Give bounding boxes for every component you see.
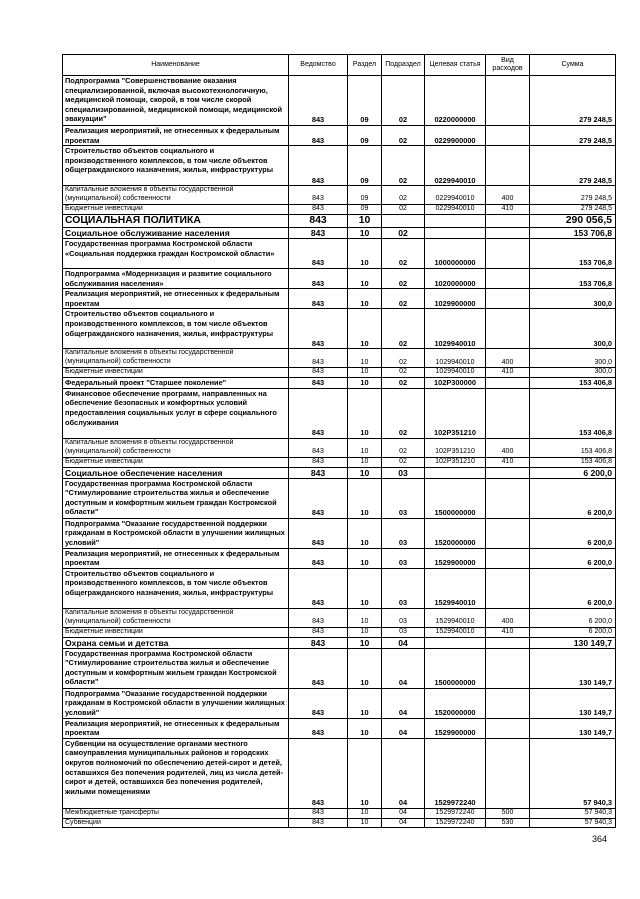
row-exp (486, 518, 530, 548)
table-row (63, 518, 616, 548)
row-section: 10 (348, 568, 382, 608)
row-dept: 843 (289, 227, 348, 238)
row-section: 10 (348, 648, 382, 688)
row-subsection: 03 (382, 548, 425, 568)
row-sum: 57 940,3 (530, 738, 616, 808)
row-sum: 6 200,0 (530, 627, 616, 637)
row-exp: 400 (486, 186, 530, 205)
row-name: Строительство объектов социального и производственного комплексов, в том числе объектов общегражданского назначения, жилья, инфраструктуры (63, 146, 289, 186)
row-name: Капитальные вложения в объекты государственной (муниципальной) собственности (63, 608, 289, 627)
row-target: 1020000000 (425, 268, 486, 288)
row-section: 10 (348, 808, 382, 818)
row-section: 10 (348, 378, 382, 389)
table-row (63, 214, 616, 227)
row-target: 1529900000 (425, 548, 486, 568)
row-sum: 279 248,5 (530, 205, 616, 215)
row-subsection (382, 214, 425, 227)
row-target: 0229940010 (425, 205, 486, 215)
row-section: 10 (348, 478, 382, 518)
row-section: 10 (348, 738, 382, 808)
row-dept: 843 (289, 548, 348, 568)
row-dept: 843 (289, 76, 348, 126)
row-sum: 300,0 (530, 349, 616, 368)
table-body (63, 76, 616, 828)
row-sum: 279 248,5 (530, 146, 616, 186)
budget-table (62, 54, 616, 828)
row-section: 10 (348, 227, 382, 238)
row-exp (486, 718, 530, 738)
row-target: 1529940010 (425, 627, 486, 637)
row-sum: 57 940,3 (530, 808, 616, 818)
row-subsection: 02 (382, 126, 425, 146)
row-name: Строительство объектов социального и производственного комплексов, в том числе объектов общегражданского назначения, жилья, инфраструктуры (63, 309, 289, 349)
row-subsection: 02 (382, 76, 425, 126)
row-section: 10 (348, 268, 382, 288)
row-name: Реализация мероприятий, не отнесенных к федеральным проектам (63, 718, 289, 738)
row-target: 102P351210 (425, 438, 486, 457)
row-sum: 130 149,7 (530, 637, 616, 648)
row-subsection: 02 (382, 378, 425, 389)
row-subsection: 04 (382, 688, 425, 718)
row-subsection: 02 (382, 238, 425, 268)
row-name: Охрана семьи и детства (63, 637, 289, 648)
row-dept: 843 (289, 349, 348, 368)
page-number: 364 (592, 834, 608, 844)
row-target: 1529972240 (425, 818, 486, 828)
row-sum: 279 248,5 (530, 186, 616, 205)
row-sum: 300,0 (530, 289, 616, 309)
row-target: 1029940010 (425, 368, 486, 378)
row-target: 0229940010 (425, 186, 486, 205)
row-target: 1529972240 (425, 738, 486, 808)
row-section: 10 (348, 637, 382, 648)
row-exp: 400 (486, 438, 530, 457)
row-section: 10 (348, 238, 382, 268)
row-target: 1529940010 (425, 568, 486, 608)
header-section: Раздел (348, 55, 382, 76)
row-exp (486, 637, 530, 648)
row-name: Капитальные вложения в объекты государственной (муниципальной) собственности (63, 349, 289, 368)
row-dept: 843 (289, 467, 348, 478)
table-row (63, 388, 616, 438)
row-subsection: 03 (382, 608, 425, 627)
header-sum: Сумма (530, 55, 616, 76)
table-row (63, 627, 616, 637)
table-row (63, 637, 616, 648)
row-dept: 843 (289, 688, 348, 718)
row-sum: 153 406,8 (530, 378, 616, 389)
table-row (63, 268, 616, 288)
row-sum: 153 406,8 (530, 457, 616, 467)
row-dept: 843 (289, 268, 348, 288)
row-target: 102P300000 (425, 378, 486, 389)
row-section: 10 (348, 467, 382, 478)
row-target: 1529972240 (425, 808, 486, 818)
table-row (63, 738, 616, 808)
row-dept: 843 (289, 808, 348, 818)
row-exp (486, 648, 530, 688)
row-dept: 843 (289, 214, 348, 227)
row-target: 1029940010 (425, 349, 486, 368)
row-exp (486, 214, 530, 227)
table-row (63, 438, 616, 457)
row-subsection: 02 (382, 146, 425, 186)
row-subsection: 02 (382, 368, 425, 378)
row-section: 10 (348, 518, 382, 548)
header-dept: Ведомство (289, 55, 348, 76)
row-name: Межбюджетные трансферты (63, 808, 289, 818)
row-target: 0229900000 (425, 126, 486, 146)
row-sum: 153 706,8 (530, 238, 616, 268)
row-exp (486, 309, 530, 349)
row-name: Реализация мероприятий, не отнесенных к федеральным проектам (63, 548, 289, 568)
row-subsection: 04 (382, 738, 425, 808)
row-target: 1520000000 (425, 688, 486, 718)
header-target: Целевая статья (425, 55, 486, 76)
table-row (63, 368, 616, 378)
row-dept: 843 (289, 478, 348, 518)
row-name: Бюджетные инвестиции (63, 457, 289, 467)
row-name: Федеральный проект "Старшее поколение" (63, 378, 289, 389)
table-row (63, 76, 616, 126)
row-dept: 843 (289, 368, 348, 378)
row-subsection: 02 (382, 349, 425, 368)
row-name: СОЦИАЛЬНАЯ ПОЛИТИКА (63, 214, 289, 227)
row-target: 0229940010 (425, 146, 486, 186)
row-subsection: 02 (382, 268, 425, 288)
row-dept: 843 (289, 518, 348, 548)
row-target (425, 214, 486, 227)
row-target: 1529900000 (425, 718, 486, 738)
table-row (63, 238, 616, 268)
row-subsection: 02 (382, 289, 425, 309)
row-exp (486, 227, 530, 238)
row-exp (486, 289, 530, 309)
row-subsection: 04 (382, 718, 425, 738)
row-exp: 410 (486, 368, 530, 378)
row-dept: 843 (289, 238, 348, 268)
row-sum: 290 056,5 (530, 214, 616, 227)
row-dept: 843 (289, 457, 348, 467)
row-exp (486, 76, 530, 126)
row-dept: 843 (289, 718, 348, 738)
row-sum: 6 200,0 (530, 548, 616, 568)
row-name: Капитальные вложения в объекты государственной (муниципальной) собственности (63, 186, 289, 205)
row-name: Строительство объектов социального и производственного комплексов, в том числе объектов общегражданского назначения, жилья, инфраструктуры (63, 568, 289, 608)
row-section: 10 (348, 214, 382, 227)
row-sum: 153 706,8 (530, 227, 616, 238)
row-section: 10 (348, 688, 382, 718)
row-section: 10 (348, 818, 382, 828)
row-sum: 6 200,0 (530, 467, 616, 478)
row-section: 10 (348, 548, 382, 568)
row-subsection: 02 (382, 186, 425, 205)
row-dept: 843 (289, 438, 348, 457)
table-row (63, 227, 616, 238)
row-section: 10 (348, 718, 382, 738)
row-section: 09 (348, 186, 382, 205)
row-dept: 843 (289, 186, 348, 205)
row-exp (486, 738, 530, 808)
table-row (63, 126, 616, 146)
row-target: 1500000000 (425, 478, 486, 518)
row-exp (486, 238, 530, 268)
row-section: 10 (348, 368, 382, 378)
row-sum: 6 200,0 (530, 478, 616, 518)
row-target (425, 637, 486, 648)
row-target: 1029940010 (425, 309, 486, 349)
table-row (63, 718, 616, 738)
row-dept: 843 (289, 568, 348, 608)
row-subsection: 03 (382, 568, 425, 608)
row-exp: 400 (486, 349, 530, 368)
table-row (63, 608, 616, 627)
row-target: 0220000000 (425, 76, 486, 126)
row-section: 10 (348, 349, 382, 368)
row-name: Капитальные вложения в объекты государственной (муниципальной) собственности (63, 438, 289, 457)
row-sum: 57 940,3 (530, 818, 616, 828)
table-row (63, 146, 616, 186)
table-row (63, 378, 616, 389)
row-exp (486, 478, 530, 518)
row-target: 1029900000 (425, 289, 486, 309)
row-name: Государственная программа Костромской области «Социальная поддержка граждан Костромской области» (63, 238, 289, 268)
header-exp: Вид расходов (486, 55, 530, 76)
row-target: 102P351210 (425, 457, 486, 467)
row-section: 10 (348, 608, 382, 627)
row-subsection: 02 (382, 205, 425, 215)
row-dept: 843 (289, 388, 348, 438)
row-sum: 6 200,0 (530, 608, 616, 627)
row-name: Подпрограмма «Модернизация и развитие социального обслуживания населения» (63, 268, 289, 288)
row-dept: 843 (289, 818, 348, 828)
row-name: Социальное обслуживание населения (63, 227, 289, 238)
row-sum: 130 149,7 (530, 688, 616, 718)
row-name: Бюджетные инвестиции (63, 368, 289, 378)
row-exp (486, 378, 530, 389)
row-sum: 153 406,8 (530, 438, 616, 457)
row-exp: 410 (486, 627, 530, 637)
row-target: 1000000000 (425, 238, 486, 268)
row-dept: 843 (289, 378, 348, 389)
row-exp: 530 (486, 818, 530, 828)
row-section: 09 (348, 205, 382, 215)
table-row (63, 568, 616, 608)
header-name: Наименование (63, 55, 289, 76)
row-name: Субвенции на осуществление органами местного самоуправления муниципальных районов и городских округов полномочий по обеспечению детей-сирот и детей, оставшихся без попечения родителей, лиц из числа детей-сирот и детей, оставшихся без попечения родителей, жилыми помещениями (63, 738, 289, 808)
table-row (63, 688, 616, 718)
row-target: 1500000000 (425, 648, 486, 688)
row-section: 10 (348, 289, 382, 309)
header-row (63, 55, 616, 76)
table-row (63, 349, 616, 368)
row-dept: 843 (289, 608, 348, 627)
row-name: Государственная программа Костромской области "Стимулирование строительства жилья и обеспечение доступным и комфортным жильем граждан Костромской области" (63, 478, 289, 518)
row-name: Государственная программа Костромской области "Стимулирование строительства жилья и обеспечение доступным и комфортным жильем граждан Костромской области" (63, 648, 289, 688)
row-sum: 6 200,0 (530, 518, 616, 548)
row-dept: 843 (289, 146, 348, 186)
row-subsection: 02 (382, 309, 425, 349)
table-row (63, 478, 616, 518)
row-exp (486, 467, 530, 478)
row-sum: 130 149,7 (530, 718, 616, 738)
row-name: Субвенции (63, 818, 289, 828)
row-sum: 279 248,5 (530, 126, 616, 146)
row-subsection: 02 (382, 438, 425, 457)
row-subsection: 04 (382, 808, 425, 818)
row-dept: 843 (289, 289, 348, 309)
row-exp (486, 126, 530, 146)
row-section: 10 (348, 309, 382, 349)
row-exp (486, 388, 530, 438)
row-dept: 843 (289, 648, 348, 688)
row-exp: 400 (486, 608, 530, 627)
row-subsection: 04 (382, 637, 425, 648)
row-target (425, 467, 486, 478)
row-dept: 843 (289, 205, 348, 215)
row-section: 10 (348, 438, 382, 457)
row-subsection: 02 (382, 388, 425, 438)
table-row (63, 467, 616, 478)
row-name: Подпрограмма "Оказание государственной поддержки гражданам в Костромской области в улучшении жилищных условий" (63, 688, 289, 718)
row-sum: 300,0 (530, 309, 616, 349)
row-sum: 279 248,5 (530, 76, 616, 126)
row-exp (486, 146, 530, 186)
row-subsection: 02 (382, 227, 425, 238)
row-subsection: 03 (382, 518, 425, 548)
table-row (63, 818, 616, 828)
row-sum: 153 406,8 (530, 388, 616, 438)
row-subsection: 03 (382, 467, 425, 478)
row-target: 1529940010 (425, 608, 486, 627)
row-dept: 843 (289, 126, 348, 146)
row-exp (486, 268, 530, 288)
row-section: 10 (348, 627, 382, 637)
row-subsection: 02 (382, 457, 425, 467)
row-name: Реализация мероприятий, не отнесенных к федеральным проектам (63, 126, 289, 146)
table-row (63, 808, 616, 818)
row-sum: 153 706,8 (530, 268, 616, 288)
table-row (63, 289, 616, 309)
row-subsection: 03 (382, 478, 425, 518)
row-subsection: 04 (382, 648, 425, 688)
row-section: 10 (348, 457, 382, 467)
row-subsection: 04 (382, 818, 425, 828)
row-exp: 410 (486, 205, 530, 215)
row-subsection: 03 (382, 627, 425, 637)
row-dept: 843 (289, 637, 348, 648)
row-target: 102P351210 (425, 388, 486, 438)
row-name: Бюджетные инвестиции (63, 205, 289, 215)
budget-table-container (62, 54, 615, 828)
row-dept: 843 (289, 309, 348, 349)
row-name: Бюджетные инвестиции (63, 627, 289, 637)
row-name: Финансовое обеспечение программ, направленных на обеспечение безопасных и комфортных условий предоставления социальных услуг в сфере социального обслуживания (63, 388, 289, 438)
row-sum: 6 200,0 (530, 568, 616, 608)
row-target (425, 227, 486, 238)
row-target: 1520000000 (425, 518, 486, 548)
row-exp: 500 (486, 808, 530, 818)
row-exp (486, 568, 530, 608)
table-row (63, 648, 616, 688)
row-exp (486, 688, 530, 718)
table-row (63, 186, 616, 205)
row-section: 09 (348, 126, 382, 146)
row-section: 09 (348, 146, 382, 186)
row-dept: 843 (289, 627, 348, 637)
table-row (63, 205, 616, 215)
row-dept: 843 (289, 738, 348, 808)
table-row (63, 457, 616, 467)
row-sum: 130 149,7 (530, 648, 616, 688)
table-row (63, 548, 616, 568)
row-name: Подпрограмма "Оказание государственной поддержки гражданам в Костромской области в улучшении жилищных условий" (63, 518, 289, 548)
row-section: 10 (348, 388, 382, 438)
row-name: Социальное обеспечение населения (63, 467, 289, 478)
header-subsection: Подраздел (382, 55, 425, 76)
table-row (63, 309, 616, 349)
row-sum: 300,0 (530, 368, 616, 378)
row-exp: 410 (486, 457, 530, 467)
row-name: Подпрограмма "Совершенствование оказания специализированной, включая высокотехнологичную, медицинской помощи, скорой, в том числе скорой специализированной, медицинской помощи, медицинской эвакуации" (63, 76, 289, 126)
row-section: 09 (348, 76, 382, 126)
row-name: Реализация мероприятий, не отнесенных к федеральным проектам (63, 289, 289, 309)
row-exp (486, 548, 530, 568)
